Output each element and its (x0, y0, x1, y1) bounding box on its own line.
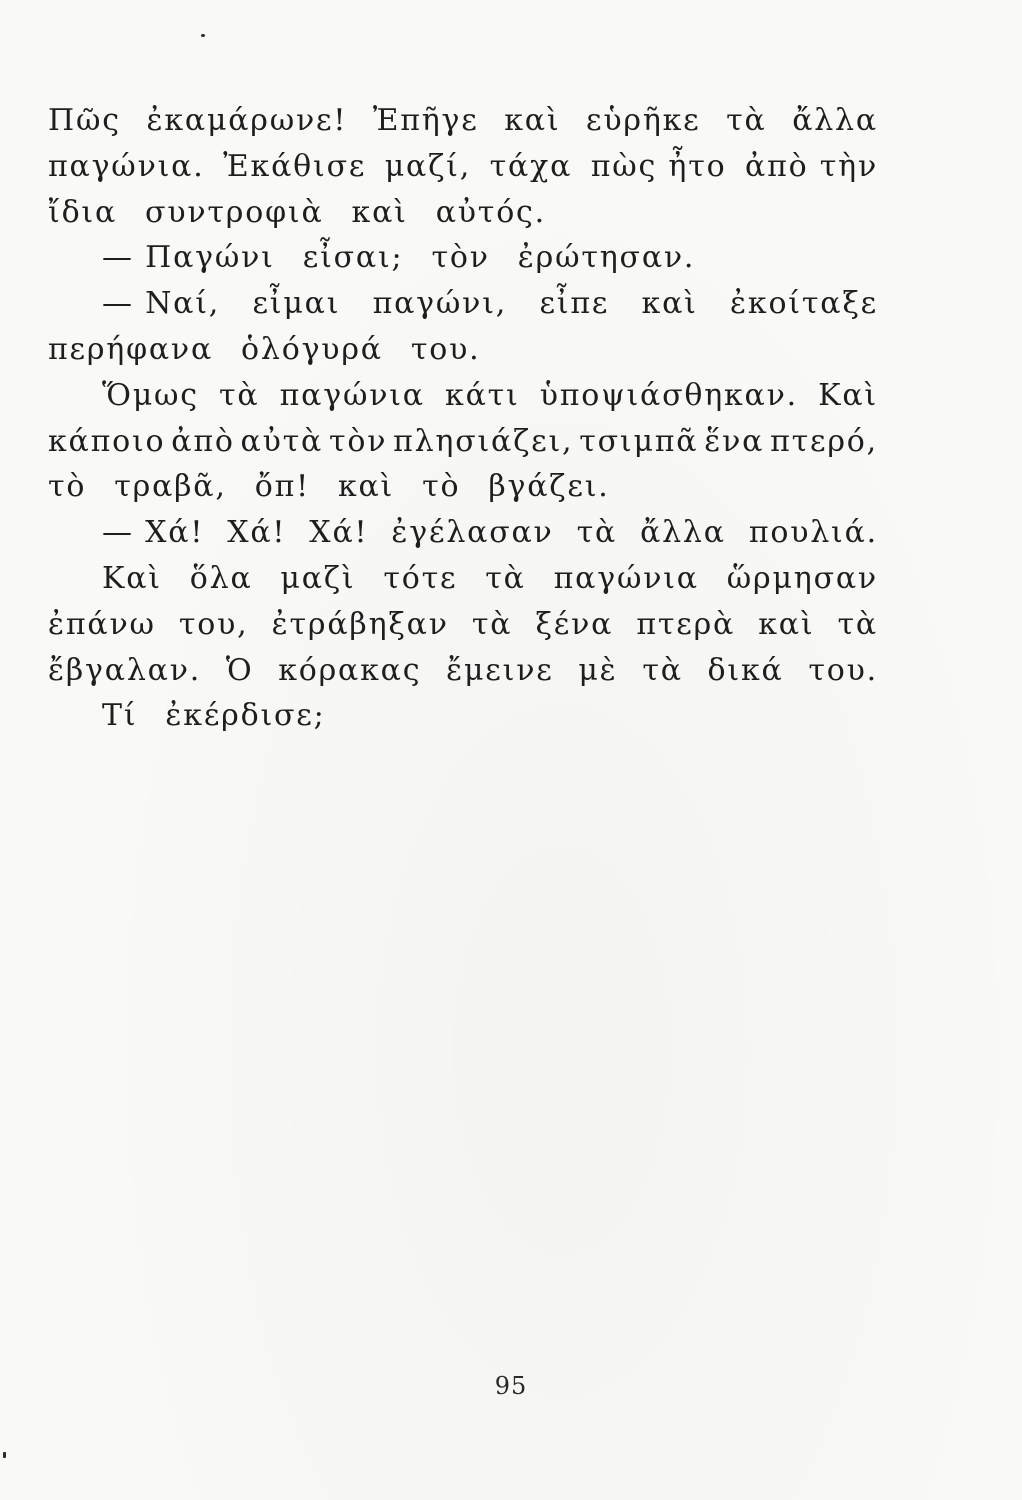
word: δικά (707, 652, 784, 688)
word: ἄλλα (792, 103, 878, 138)
word: Πῶς (48, 103, 121, 138)
text-line-6 (48, 327, 878, 373)
word: τὸν (328, 423, 388, 459)
word: ἐκοίταξε (730, 286, 878, 322)
story-text (48, 98, 878, 739)
word: μὲ (578, 652, 618, 688)
word: ξένα (535, 606, 614, 642)
word: κάτι (445, 377, 520, 413)
word: Ἐπῆγε (372, 103, 479, 138)
word: ἐκέρδισε; (165, 698, 326, 734)
word: Καὶ (818, 377, 878, 413)
word: τὸ (48, 469, 87, 505)
text-line-3 (48, 190, 878, 236)
ink-speck (201, 34, 205, 37)
word: εὑρῆκε (586, 103, 701, 138)
word: πλησιάζει, (393, 423, 574, 459)
word: Καὶ (102, 560, 162, 596)
word: αὐτὰ (240, 423, 324, 459)
text-line-12 (48, 602, 878, 648)
word: παγώνι, (372, 286, 508, 322)
word: τὰ (219, 377, 260, 413)
word: αὐτός. (435, 194, 546, 230)
word: ὅλα (189, 560, 253, 596)
text-line-5 (48, 281, 878, 327)
text-line-2 (48, 144, 878, 190)
word: τὰ (471, 606, 513, 642)
text-line-14 (48, 693, 878, 739)
text-line-10 (48, 510, 878, 556)
word: ἴδια (48, 194, 118, 230)
text-line-13 (48, 648, 878, 694)
ink-speck (3, 1452, 6, 1458)
word: περήφανα (48, 331, 214, 367)
word: Τί (102, 698, 138, 734)
word: ἀπὸ (171, 423, 235, 459)
word: ὑποψιάσθηκαν. (539, 377, 798, 413)
word: ἐπάνω (48, 606, 156, 642)
word: τάχα (489, 148, 573, 184)
text-line-11 (48, 556, 878, 602)
word: ἕνα (704, 423, 765, 459)
word: Ἐκάθισε (223, 148, 367, 184)
word: τὰ (642, 652, 683, 688)
word: βγάζει. (488, 469, 610, 505)
word: τὰ (485, 560, 526, 596)
word: τότε (383, 560, 458, 596)
word: καὶ (351, 194, 408, 230)
dialogue-word: — Παγώνι (102, 240, 275, 276)
word: κόρακας (278, 652, 422, 688)
word: Ὅμως (102, 377, 199, 413)
text-line-7 (48, 373, 878, 419)
word: τὰ (726, 103, 767, 138)
text-line-4 (48, 235, 878, 281)
word: ἔβγαλαν. (48, 652, 202, 688)
word: μαζί, (384, 148, 472, 184)
word: ἐγέλασαν (391, 515, 554, 551)
text-line-8 (48, 419, 878, 465)
text-line-1 (48, 98, 878, 144)
word: ὁλόγυρά (241, 331, 383, 367)
word: ἔμεινε (446, 652, 554, 688)
word: τὸ (422, 469, 461, 505)
word: ὥρμησαν (726, 560, 878, 596)
word: τσιμπᾶ (579, 423, 699, 459)
word: τραβᾶ, (114, 469, 227, 505)
word: τὰ (837, 606, 878, 642)
dialogue-word: — Χά! (102, 515, 205, 551)
word: Χά! (309, 515, 369, 551)
word: ἀπὸ τὴν (745, 148, 878, 184)
text-line-9 (48, 464, 878, 510)
word: πτερό, (770, 423, 878, 459)
word: πὼς ἦτο (590, 148, 727, 184)
word: ἐρώτησαν. (517, 240, 696, 276)
word: του. (808, 652, 878, 688)
word: καὶ (758, 606, 815, 642)
word: του. (410, 331, 481, 367)
word: τὰ (576, 515, 618, 551)
word: Χά! (227, 515, 287, 551)
word: του, (178, 606, 249, 642)
word: παγώνια (279, 377, 425, 413)
word: τὸν (431, 240, 490, 276)
dialogue-word: — Ναί, (102, 286, 221, 322)
word: πουλιά. (748, 515, 878, 551)
word: πτερὰ (636, 606, 736, 642)
word: εἶσαι; (302, 240, 404, 276)
word: κάποιο (48, 423, 166, 459)
word: συντροφιὰ (145, 194, 324, 230)
word: καὶ (641, 286, 698, 322)
word: ἐκαμάρωνε! (146, 103, 348, 138)
word: μαζὶ (280, 560, 356, 596)
word: ἄλλα (640, 515, 726, 551)
word: καὶ (337, 469, 395, 505)
word: ἐτράβηξαν (271, 606, 449, 642)
word: εἶμαι (252, 286, 341, 322)
word: καὶ (504, 103, 561, 138)
word: παγώνια (553, 560, 699, 596)
word: παγώνια. (48, 148, 205, 184)
word: Ὁ (225, 652, 254, 688)
word: εἶπε (539, 286, 610, 322)
page-number: 95 (494, 1372, 528, 1400)
word: ὄπ! (254, 469, 310, 505)
